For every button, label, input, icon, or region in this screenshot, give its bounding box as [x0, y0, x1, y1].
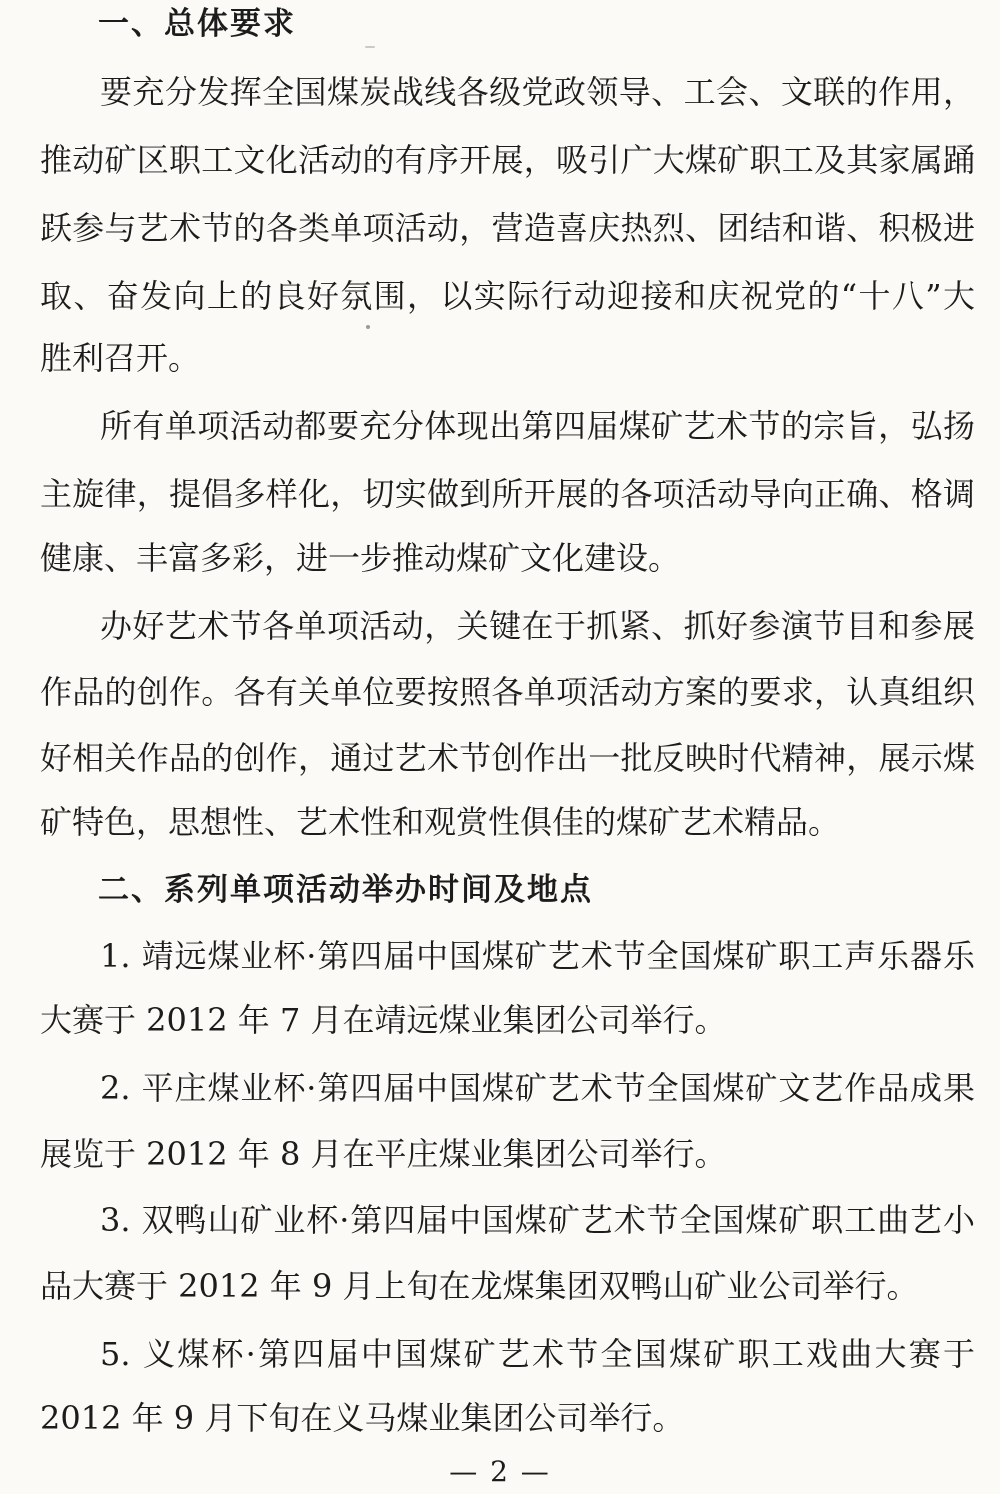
paragraph-line: 胜利召开。	[40, 339, 201, 377]
paragraph-line: 矿特色，思想性、艺术性和观赏性俱佳的煤矿艺术精品。	[40, 803, 841, 841]
list-item-line: 展览于 2012 年 8 月在平庄煤业集团公司举行。	[40, 1135, 727, 1173]
list-item-line: 2012 年 9 月下旬在义马煤业集团公司举行。	[40, 1399, 685, 1437]
section-heading-general-requirements: 一、总体要求	[98, 6, 296, 42]
paragraph-line: 主旋律，提倡多样化，切实做到所开展的各项活动导向正确、格调	[40, 475, 975, 513]
list-item-line: 1. 靖远煤业杯·第四届中国煤矿艺术节全国煤矿职工声乐器乐	[100, 937, 975, 975]
paragraph-line: 办好艺术节各单项活动，关键在于抓紧、抓好参演节目和参展	[100, 607, 975, 645]
section-heading-schedule-and-venues: 二、系列单项活动举办时间及地点	[98, 872, 593, 908]
list-item-line: 5. 义煤杯·第四届中国煤矿艺术节全国煤矿职工戏曲大赛于	[100, 1335, 975, 1373]
scan-speck	[365, 46, 375, 48]
paragraph-line: 跃参与艺术节的各类单项活动，营造喜庆热烈、团结和谐、积极进	[40, 209, 975, 247]
list-item-line: 大赛于 2012 年 7 月在靖远煤业集团公司举行。	[40, 1001, 727, 1039]
scan-speck	[366, 325, 370, 329]
paragraph-line: 推动矿区职工文化活动的有序开展，吸引广大煤矿职工及其家属踊	[40, 141, 975, 179]
page-number: — 2 —	[449, 1455, 551, 1488]
paragraph-line: 取、奋发向上的良好氛围，以实际行动迎接和庆祝党的“十八”大	[40, 277, 975, 315]
list-item-line: 品大赛于 2012 年 9 月上旬在龙煤集团双鸭山矿业公司举行。	[40, 1267, 919, 1305]
paragraph-line: 好相关作品的创作，通过艺术节创作出一批反映时代精神，展示煤	[40, 739, 975, 777]
paragraph-line: 作品的创作。各有关单位要按照各单项活动方案的要求，认真组织	[40, 673, 975, 711]
list-item-line: 3. 双鸭山矿业杯·第四届中国煤矿艺术节全国煤矿职工曲艺小	[100, 1201, 975, 1239]
paragraph-line: 健康、丰富多彩，进一步推动煤矿文化建设。	[40, 539, 681, 577]
list-item-line: 2. 平庄煤业杯·第四届中国煤矿艺术节全国煤矿文艺作品成果	[100, 1069, 975, 1107]
paragraph-line: 要充分发挥全国煤炭战线各级党政领导、工会、文联的作用，	[100, 73, 975, 111]
paragraph-line: 所有单项活动都要充分体现出第四届煤矿艺术节的宗旨，弘扬	[100, 407, 975, 445]
